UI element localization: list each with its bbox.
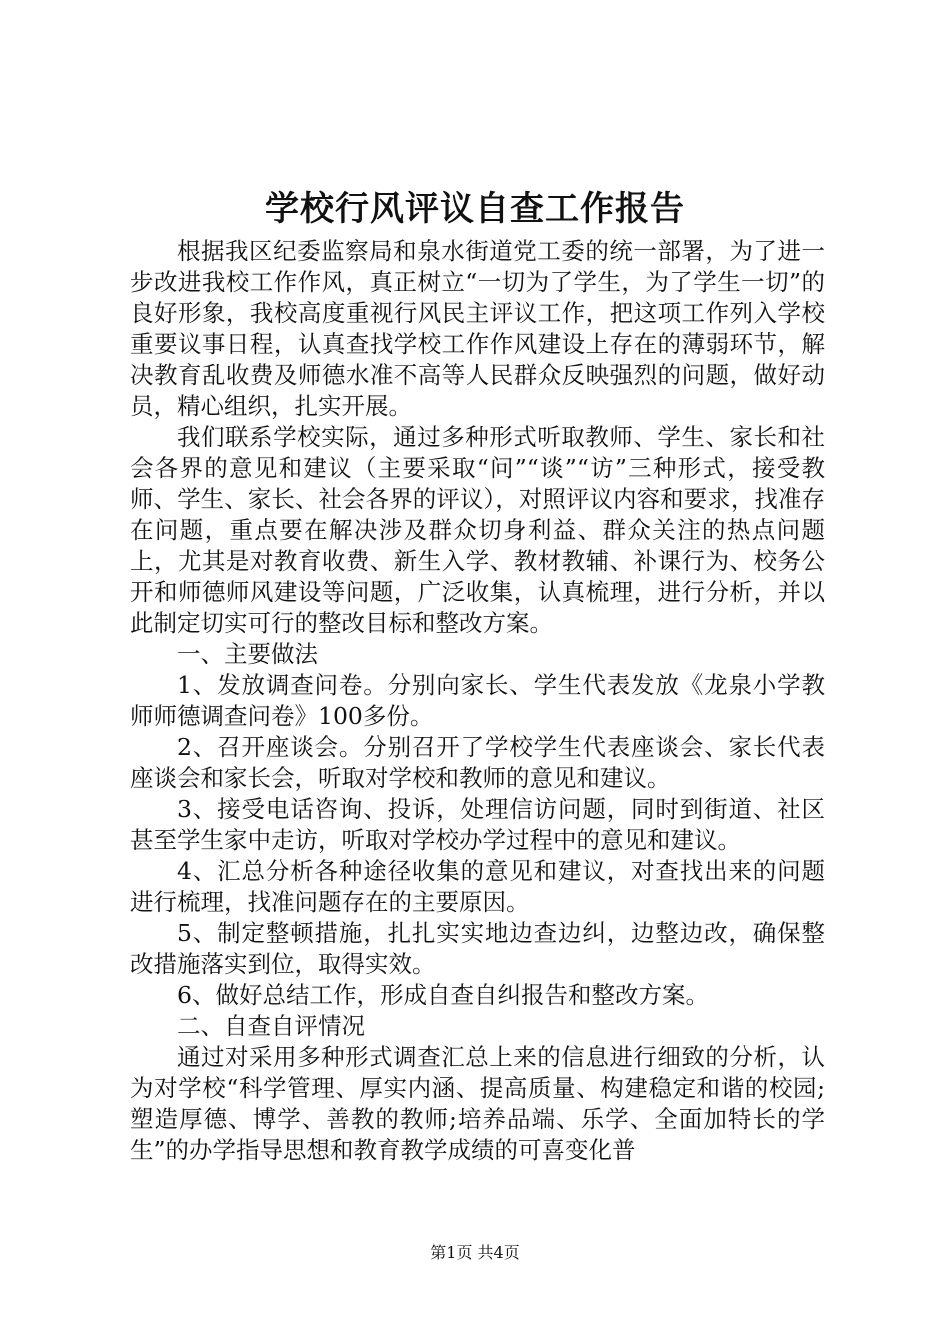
- list-item: 3、接受电话咨询、投诉，处理信访问题，同时到街道、社区甚至学生家中走访，听取对学校办学过程中的意见和建议。: [130, 795, 825, 854]
- section-heading: 二、自查自评情况: [177, 1012, 365, 1040]
- list-item: 4、汇总分析各种途径收集的意见和建议，对查找出来的问题进行梳理，找准问题存在的主要原因。: [130, 857, 825, 916]
- document-title: 学校行风评议自查工作报告: [265, 189, 685, 229]
- page-footer: 第1页 共4页: [430, 1243, 520, 1262]
- list-item: 5、制定整顿措施，扎扎实实地边查边纠，边整边改，确保整改措施落实到位，取得实效。: [130, 919, 825, 978]
- list-item: 2、召开座谈会。分别召开了学校学生代表座谈会、家长代表座谈会和家长会，听取对学校和教师的意见和建议。: [130, 733, 825, 792]
- list-item: 6、做好总结工作，形成自查自纠报告和整改方案。: [177, 981, 709, 1009]
- list-item: 1、发放调查问卷。分别向家长、学生代表发放《龙泉小学教师师德调查问卷》100多份。: [130, 671, 825, 730]
- paragraph: 通过对采用多种形式调查汇总上来的信息进行细致的分析，认为对学校“科学管理、厚实内涵、提高质量、构建稳定和谐的校园;塑造厚德、博学、善教的教师;培养品端、乐学、全面加特长的学生”的办学指导思想和教育教学成绩的可喜变化普: [130, 1043, 825, 1164]
- document-body: [130, 236, 825, 1166]
- section-heading: 一、主要做法: [177, 640, 318, 668]
- paragraph: 根据我区纪委监察局和泉水街道党工委的统一部署，为了进一步改进我校工作作风，真正树立“一切为了学生，为了学生一切”的良好形象，我校高度重视行风民主评议工作，把这项工作列入学校重要议事日程，认真查找学校工作作风建设上存在的薄弱环节，解决教育乱收费及师德水准不高等人民群众反映强烈的问题，做好动员，精心组织，扎实开展。: [130, 237, 825, 420]
- paragraph: 我们联系学校实际，通过多种形式听取教师、学生、家长和社会各界的意见和建议（主要采取“问”“谈”“访”三种形式，接受教师、学生、家长、社会各界的评议），对照评议内容和要求，找准存在问题，重点要在解决涉及群众切身利益、群众关注的热点问题上，尤其是对教育收费、新生入学、教材教辅、补课行为、校务公开和师德师风建设等问题，广泛收集，认真梳理，进行分析，并以此制定切实可行的整改目标和整改方案。: [130, 423, 825, 637]
